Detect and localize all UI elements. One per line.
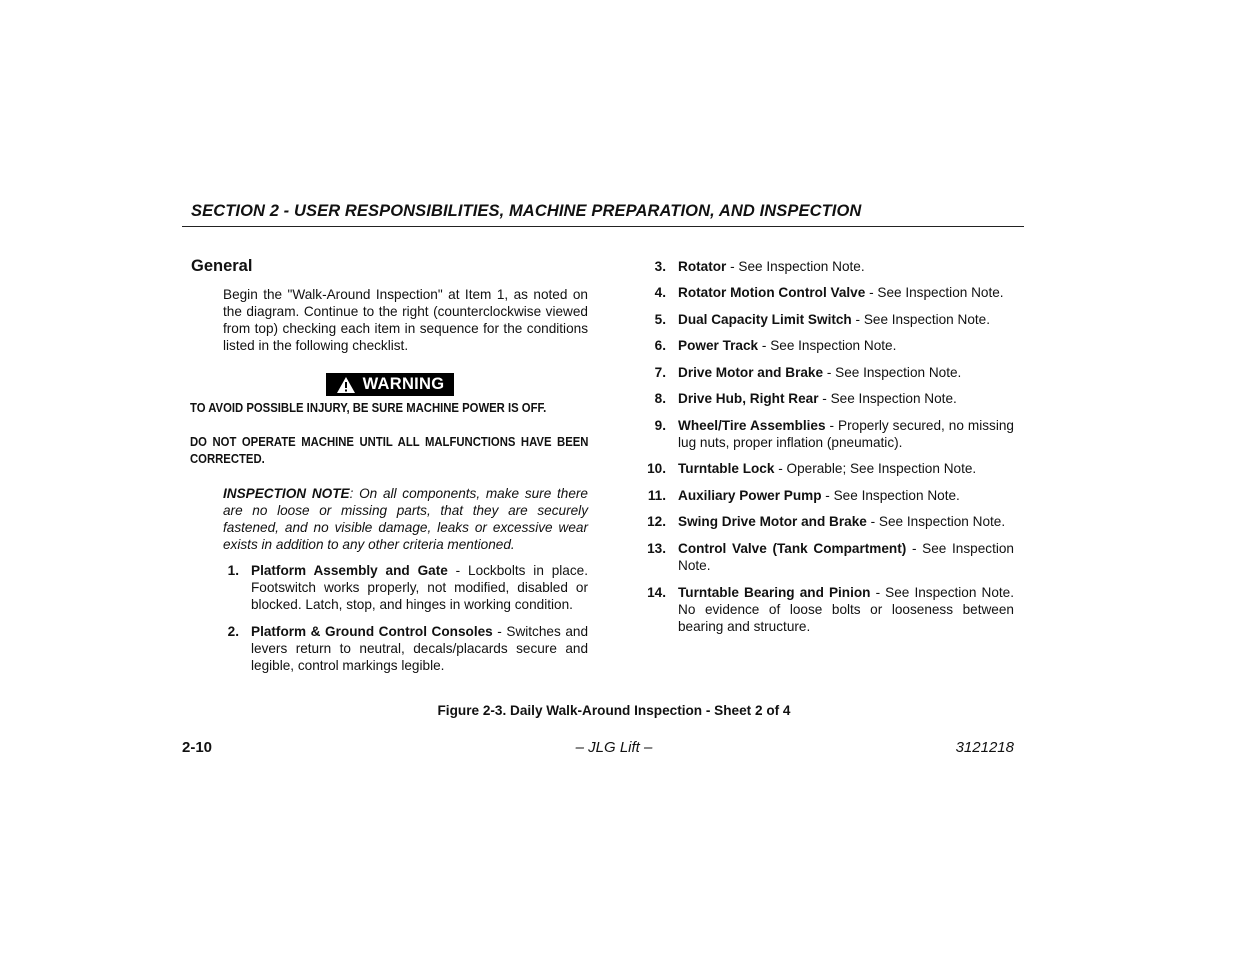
checklist-item-description: - See Inspection Note. [821, 488, 960, 503]
checklist-item [632, 460, 1014, 477]
inspection-note [223, 485, 588, 553]
inspection-note-text: : On all components, make sure there are no loose or missing parts, that they are securely fastened, and no visible damage, leaks or excessive wear exists in addition to any other criteria mentioned. [223, 486, 588, 552]
checklist-item-description: - See Inspection Note. [818, 391, 957, 406]
checklist-item [632, 284, 1014, 301]
checklist-item-description: - See Inspection Note. [823, 365, 962, 380]
checklist-item-name: Turntable Bearing and Pinion [678, 585, 871, 600]
footer-center-text: – JLG Lift – [575, 739, 653, 756]
checklist-item-name: Turntable Lock [678, 461, 775, 476]
checklist-item-body [678, 258, 1014, 275]
checklist-item-body [251, 623, 588, 674]
page-number: 2-10 [182, 739, 213, 756]
checklist-item-body [678, 337, 1014, 354]
checklist-item [632, 258, 1014, 275]
checklist-item-body [678, 390, 1014, 407]
checklist-item-name: Drive Motor and Brake [678, 365, 824, 380]
checklist-item [632, 487, 1014, 504]
checklist-item-body [678, 540, 1014, 574]
checklist-item-description: - See Inspection Note. [851, 312, 991, 327]
checklist-item-description: - See Inspection Note. [866, 514, 1006, 529]
checklist-item-number: 11. [647, 488, 666, 503]
checklist-item-number: 10. [647, 461, 666, 476]
checklist-item-description: - See Inspection Note. No evidence of loose bolts or looseness between bearing and structure. [678, 585, 1014, 634]
checklist-item-name: Rotator Motion Control Valve [678, 285, 866, 300]
checklist-item-body [678, 513, 1014, 530]
checklist-item-name: Platform Assembly and Gate [251, 563, 448, 578]
checklist-item [632, 311, 1014, 328]
checklist-item-description: - Switches and levers return to neutral, decals/placards secure and legible, control markings legible. [251, 624, 588, 673]
checklist-item [632, 584, 1014, 635]
figure-caption: Figure 2-3. Daily Walk-Around Inspection - Sheet 2 of 4 [437, 703, 791, 718]
warning-label: WARNING [362, 375, 445, 393]
general-heading: General [191, 257, 253, 275]
checklist-item-name: Platform & Ground Control Consoles [251, 624, 493, 639]
checklist-item-body [678, 460, 1014, 477]
checklist-item-body [678, 364, 1014, 381]
checklist-item-body [678, 487, 1014, 504]
checklist-item-body [678, 417, 1014, 451]
checklist-item [632, 540, 1014, 574]
checklist-item-description: - Lockbolts in place. Footswitch works properly, not modified, disabled or blocked. Latch, stop, and hinges in working condition. [251, 563, 588, 612]
checklist-item [632, 390, 1014, 407]
checklist-item [210, 623, 588, 674]
checklist-item-name: Auxiliary Power Pump [678, 488, 822, 503]
checklist-item-body [678, 311, 1014, 328]
warning-line-2: DO NOT OPERATE MACHINE UNTIL ALL MALFUNCTIONS HAVE BEEN CORRECTED. [190, 434, 589, 466]
checklist-item-description: - Operable; See Inspection Note. [774, 461, 977, 476]
checklist-item-body [678, 584, 1014, 635]
checklist-item-number: 14. [647, 585, 666, 600]
checklist-item-name: Wheel/Tire Assemblies [678, 418, 826, 433]
checklist-item-number: 6. [654, 338, 666, 353]
checklist-item-number: 12. [647, 514, 666, 529]
checklist-item-description: - See Inspection Note. [865, 285, 1004, 300]
checklist-item [632, 364, 1014, 381]
checklist-item-description: - See Inspection Note. [726, 259, 865, 274]
checklist-item-description: - Properly secured, no missing lug nuts, proper inflation (pneumatic). [678, 418, 1014, 450]
checklist-item-name: Control Valve (Tank Compartment) [678, 541, 907, 556]
document-number: 3121218 [955, 739, 1014, 756]
checklist-item-number: 3. [654, 259, 666, 274]
checklist-item [632, 417, 1014, 451]
checklist-item-body [251, 562, 588, 613]
checklist-item-description: - See Inspection Note. [758, 338, 897, 353]
checklist-item-name: Rotator [678, 259, 727, 274]
checklist-item-description: - See Inspection Note. [678, 541, 1014, 573]
header-rule [182, 226, 1024, 227]
warning-triangle-icon [336, 376, 356, 394]
checklist-item-number: 9. [654, 418, 666, 433]
checklist-item-number: 8. [654, 391, 666, 406]
checklist-item-number: 4. [654, 285, 666, 300]
general-intro: Begin the "Walk-Around Inspection" at Item 1, as noted on the diagram. Continue to the right (counterclockwise viewed from top) checking each item in sequence for the conditions listed in the following checklist. [223, 287, 588, 353]
section-title: SECTION 2 - USER RESPONSIBILITIES, MACHINE PREPARATION, AND INSPECTION [191, 202, 862, 220]
checklist-item-name: Drive Hub, Right Rear [678, 391, 819, 406]
checklist-item-number: 2. [227, 624, 239, 639]
checklist-item [632, 337, 1014, 354]
checklist-item-name: Dual Capacity Limit Switch [678, 312, 852, 327]
checklist-item [632, 513, 1014, 530]
checklist-item-name: Swing Drive Motor and Brake [678, 514, 867, 529]
warning-line-1: TO AVOID POSSIBLE INJURY, BE SURE MACHINE POWER IS OFF. [190, 400, 547, 415]
inspection-note-label: INSPECTION NOTE [223, 486, 350, 501]
checklist-item-number: 7. [654, 365, 666, 380]
checklist-item [210, 562, 588, 613]
checklist-item-number: 13. [647, 541, 666, 556]
checklist-item-number: 5. [654, 312, 666, 327]
checklist-item-number: 1. [227, 563, 239, 578]
warning-badge [326, 373, 454, 396]
checklist-item-name: Power Track [678, 338, 759, 353]
checklist-item-body [678, 284, 1014, 301]
